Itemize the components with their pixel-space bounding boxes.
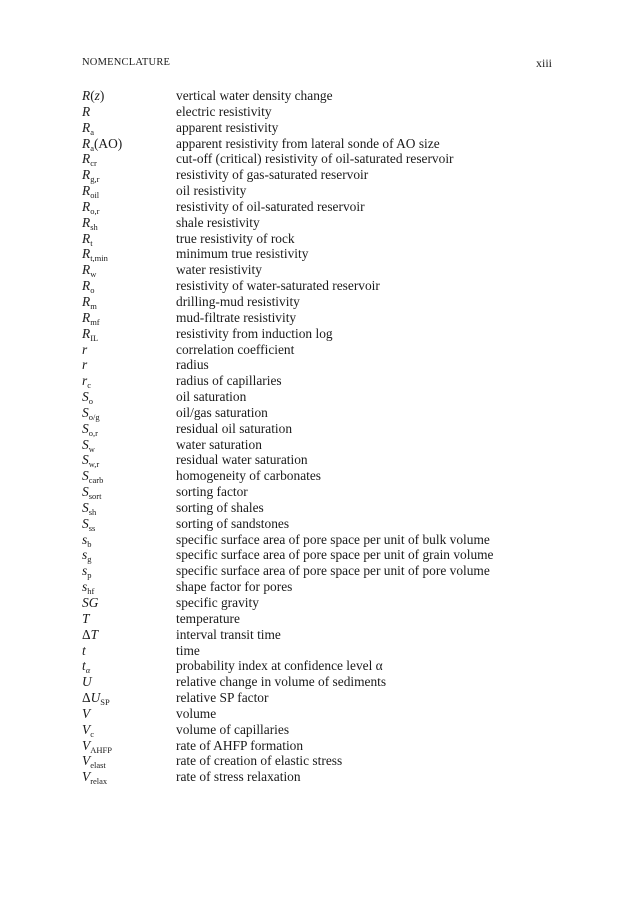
nomenclature-entry (82, 246, 552, 262)
entry-symbol: $R_w$ (82, 262, 97, 280)
entry-symbol: $V_{elast}$ (82, 753, 106, 771)
nomenclature-entry (82, 674, 552, 690)
entry-symbol: $V_{AHFP}$ (82, 737, 112, 755)
entry-definition: apparent resistivity from lateral sonde of AO size (176, 135, 440, 151)
page-number: xiii (536, 56, 553, 70)
entry-symbol: $S_o$ (82, 389, 93, 407)
entry-definition: electric resistivity (176, 103, 272, 119)
entry-symbol: $S_{w,r}$ (82, 452, 100, 470)
entry-definition: shape factor for pores (176, 579, 293, 595)
entry-symbol: ΔT (82, 626, 99, 642)
entry-symbol: $s_g$ (82, 547, 92, 565)
nomenclature-entry (82, 532, 552, 548)
entry-definition: resistivity from induction log (176, 325, 333, 341)
entry-symbol: SG (82, 595, 99, 610)
entry-symbol: $S_{sh}$ (82, 499, 97, 517)
nomenclature-entry (82, 484, 552, 500)
entry-definition: shale resistivity (176, 214, 260, 230)
entry-symbol: $S_{o,r}$ (82, 420, 98, 438)
nomenclature-entry (82, 722, 552, 738)
nomenclature-entry (82, 278, 552, 294)
entry-symbol: $R_{o,r}$ (82, 198, 100, 216)
nomenclature-entry (82, 611, 552, 627)
entry-symbol: $R_a(AO)$ (82, 135, 123, 153)
entry-definition: oil resistivity (176, 183, 247, 199)
entry-definition: relative SP factor (176, 690, 269, 706)
nomenclature-entry (82, 310, 552, 326)
entry-symbol: U (82, 674, 92, 690)
entry-definition: resistivity of oil-saturated reservoir (176, 198, 365, 214)
entry-definition: radius of capillaries (176, 373, 282, 389)
entry-definition: rate of stress relaxation (176, 769, 301, 785)
nomenclature-entry (82, 88, 552, 104)
nomenclature-entry (82, 706, 552, 722)
entry-symbol: $R_{sh}$ (82, 214, 98, 232)
nomenclature-entry (82, 547, 552, 563)
entry-symbol: $r_c$ (82, 373, 91, 391)
entry-definition: specific surface area of pore space per unit of grain volume (176, 547, 494, 563)
entry-symbol: t (82, 642, 86, 658)
nomenclature-entry (82, 690, 552, 706)
entry-definition: specific gravity (176, 595, 259, 610)
nomenclature-entry (82, 342, 552, 358)
entry-definition: minimum true resistivity (176, 246, 309, 262)
nomenclature-entry (82, 326, 552, 342)
entry-definition: temperature (176, 610, 240, 626)
nomenclature-entry (82, 136, 552, 152)
nomenclature-entry (82, 151, 552, 167)
nomenclature-entry (82, 262, 552, 278)
entry-definition: oil/gas saturation (176, 404, 268, 420)
entry-symbol: R(z) (82, 88, 105, 103)
nomenclature-entry (82, 500, 552, 516)
entry-definition: mud-filtrate resistivity (176, 309, 297, 325)
entry-definition: time (176, 642, 200, 658)
entry-symbol: $s_b$ (82, 531, 92, 549)
entry-symbol: $R_o$ (82, 278, 95, 296)
nomenclature-entry (82, 516, 552, 532)
nomenclature-entry (82, 769, 552, 785)
nomenclature-entry (82, 167, 552, 183)
nomenclature-entry (82, 405, 552, 421)
entry-definition: water saturation (176, 436, 262, 452)
entry-definition: interval transit time (176, 626, 281, 642)
nomenclature-entry (82, 563, 552, 579)
entry-definition: oil saturation (176, 389, 247, 405)
nomenclature-entry (82, 627, 552, 643)
entry-symbol: $V_{relax}$ (82, 769, 108, 787)
entry-definition: correlation coefficient (176, 341, 295, 357)
nomenclature-entry (82, 373, 552, 389)
nomenclature-entry (82, 452, 552, 468)
nomenclature-entry (82, 389, 552, 405)
entry-symbol: $R_m$ (82, 293, 97, 311)
nomenclature-entry (82, 643, 552, 659)
nomenclature-entry (82, 231, 552, 247)
nomenclature-entry (82, 199, 552, 215)
entry-definition: specific surface area of pore space per unit of bulk volume (176, 531, 490, 547)
entry-definition: resistivity of gas-saturated reservoir (176, 167, 369, 183)
entry-symbol: r (82, 341, 88, 357)
entry-definition: drilling-mud resistivity (176, 293, 300, 309)
entry-symbol: $R_{mf}$ (82, 309, 100, 327)
entry-definition: cut-off (critical) resistivity of oil-saturated reservoir (176, 151, 454, 167)
entry-definition: relative change in volume of sediments (176, 674, 387, 690)
running-head: NOMENCLATURE (82, 57, 171, 68)
entry-definition: residual water saturation (176, 452, 308, 468)
nomenclature-entry (82, 421, 552, 437)
entry-symbol: V (82, 705, 91, 721)
nomenclature-entry (82, 468, 552, 484)
entry-symbol: $R_{oil}$ (82, 183, 100, 201)
entry-symbol: $s_p$ (82, 563, 92, 581)
entry-symbol: $R_a$ (82, 119, 94, 137)
nomenclature-entry (82, 120, 552, 136)
nomenclature-entry (82, 595, 552, 611)
entry-symbol: $S_w$ (82, 436, 95, 454)
entry-symbol: r (82, 357, 88, 373)
entry-definition: specific surface area of pore space per unit of pore volume (176, 563, 490, 579)
nomenclature-entry (82, 437, 552, 453)
entry-definition: volume of capillaries (176, 721, 290, 737)
entry-symbol: $s_{hf}$ (82, 579, 95, 597)
entry-symbol: $R_{g,r}$ (82, 167, 100, 185)
nomenclature-list (82, 88, 552, 785)
nomenclature-entry (82, 357, 552, 373)
entry-definition: probability index at confidence level α (176, 658, 383, 674)
entry-definition: radius (176, 357, 209, 373)
nomenclature-entry (82, 738, 552, 754)
entry-definition: sorting of sandstones (176, 515, 290, 531)
entry-symbol: $S_{ss}$ (82, 515, 96, 533)
entry-definition: water resistivity (176, 262, 262, 278)
entry-symbol: $S_{sort}$ (82, 484, 102, 502)
entry-symbol: $R_{IL}$ (82, 325, 99, 343)
entry-definition: volume (176, 705, 217, 721)
entry-definition: rate of AHFP formation (176, 737, 304, 753)
entry-definition: true resistivity of rock (176, 230, 295, 246)
entry-definition: residual oil saturation (176, 420, 293, 436)
entry-definition: apparent resistivity (176, 119, 279, 135)
nomenclature-entry (82, 215, 552, 231)
nomenclature-entry (82, 183, 552, 199)
entry-definition: vertical water density change (176, 88, 333, 103)
entry-definition: homogeneity of carbonates (176, 468, 322, 484)
entry-symbol: R (82, 103, 91, 119)
entry-symbol: $R_{cr}$ (82, 151, 97, 169)
nomenclature-entry (82, 294, 552, 310)
nomenclature-entry (82, 579, 552, 595)
entry-symbol: $R_t$ (82, 230, 93, 248)
nomenclature-entry (82, 753, 552, 769)
entry-definition: rate of creation of elastic stress (176, 753, 343, 769)
entry-definition: sorting of shales (176, 499, 264, 515)
entry-symbol: $t_\alpha$ (82, 658, 91, 676)
entry-symbol: $S_{o/g}$ (82, 404, 100, 422)
entry-symbol: $S_{carb}$ (82, 468, 104, 486)
entry-definition: resistivity of water-saturated reservoir (176, 278, 380, 294)
entry-symbol: $V_c$ (82, 721, 94, 739)
entry-symbol: $R_{t,min}$ (82, 246, 108, 264)
entry-symbol: T (82, 610, 90, 626)
entry-symbol: $\Delta U_{SP}$ (82, 690, 110, 708)
entry-definition: sorting factor (176, 484, 248, 500)
nomenclature-entry (82, 104, 552, 120)
nomenclature-entry (82, 658, 552, 674)
